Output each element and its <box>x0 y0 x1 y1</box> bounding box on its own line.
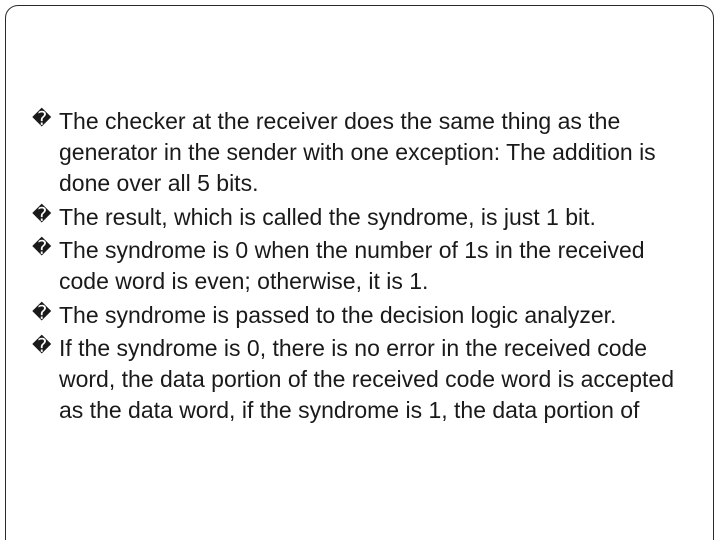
bullet-item <box>30 333 680 426</box>
bullet-text: The checker at the receiver does the same thing as the generator in the sender with one exception: The addition is done over all 5 bits. <box>59 108 656 196</box>
bullet-icon: � <box>32 301 52 324</box>
bullet-text: The result, which is called the syndrome, is just 1 bit. <box>59 203 596 230</box>
bullet-icon: � <box>32 237 52 259</box>
bullet-item <box>30 235 680 297</box>
bullet-text: If the syndrome is 0, there is no error in the received code word, the data portion of the received code word is accepted as the data word, if the syndrome is 1, the data portion of <box>59 335 674 423</box>
bullet-item <box>30 300 680 331</box>
bullet-list <box>30 106 680 429</box>
bullet-icon: � <box>32 108 52 130</box>
bullet-icon: � <box>32 203 52 226</box>
bullet-text: The syndrome is 0 when the number of 1s in the received code word is even; otherwise, it is 1. <box>59 237 645 294</box>
bullet-text: The syndrome is passed to the decision logic analyzer. <box>59 301 617 328</box>
bullet-item <box>30 202 680 233</box>
bullet-item <box>30 106 680 199</box>
bullet-icon: � <box>32 335 52 357</box>
